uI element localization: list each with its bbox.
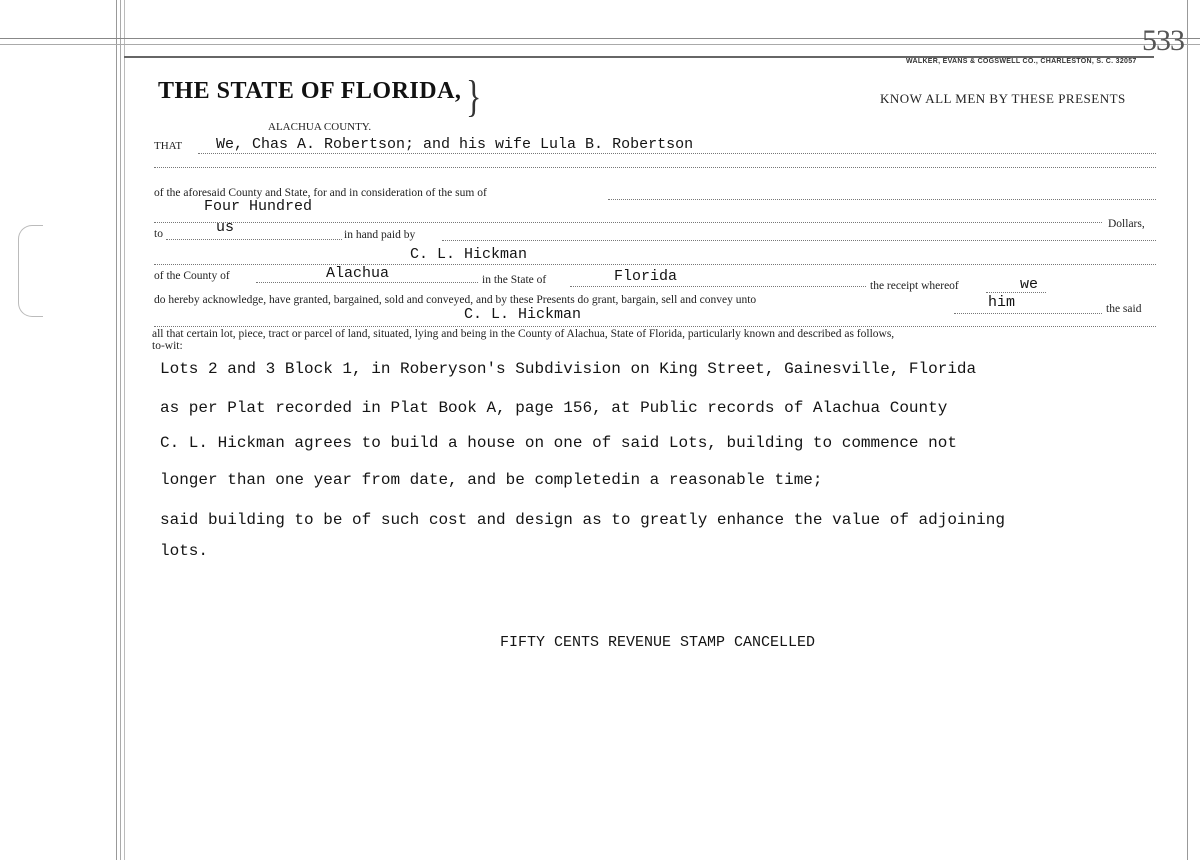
page-number: 533 xyxy=(1142,24,1184,57)
revenue-stamp-note: FIFTY CENTS REVENUE STAMP CANCELLED xyxy=(500,634,816,651)
know-all-men-heading: KNOW ALL MEN BY THESE PRESENTS xyxy=(880,91,1126,106)
description-line-3: C. L. Hickman agrees to build a house on one of said Lots, building to commence not xyxy=(160,434,957,452)
right-margin-line xyxy=(1187,0,1188,860)
left-margin-line-3 xyxy=(124,0,125,860)
land-description-text: all that certain lot, piece, tract or parcel of land, situated, lying and being in the County of Alachua, State of Florida, particularly known and described as follows, xyxy=(152,328,895,340)
consideration-text: of the aforesaid County and State, for and in consideration of the sum of xyxy=(154,187,487,199)
top-rule-2 xyxy=(0,44,1200,45)
in-hand-paid-label: in hand paid by xyxy=(344,229,416,241)
top-rule-1 xyxy=(0,38,1200,39)
dollars-label: Dollars, xyxy=(1108,218,1145,230)
that-label: THAT xyxy=(154,140,183,152)
description-line-2: as per Plat recorded in Plat Book A, page 156, at Public records of Alachua County xyxy=(160,399,948,417)
county-rule xyxy=(256,282,478,283)
county-value: Alachua xyxy=(326,265,390,282)
blank-rule-1 xyxy=(154,167,1156,168)
of-county-label: of the County of xyxy=(154,270,230,282)
description-line-4: longer than one year from date, and be completedin a reasonable time; xyxy=(160,471,823,489)
payer-name: C. L. Hickman xyxy=(410,246,528,263)
description-line-6: lots. xyxy=(160,542,209,560)
the-said-label: the said xyxy=(1106,303,1142,315)
amount-rule xyxy=(154,222,1102,223)
grantee-rule xyxy=(154,326,1156,327)
acknowledge-text: do hereby acknowledge, have granted, bargained, sold and conveyed, and by these Presents do grant, bargain, sell and convey unto xyxy=(154,294,757,306)
description-line-1: Lots 2 and 3 Block 1, in Roberyson's Subdivision on King Street, Gainesville, Florida xyxy=(160,360,977,378)
state-rule xyxy=(570,286,866,287)
to-value: us xyxy=(216,219,235,236)
printer-imprint: WALKER, EVANS & COGSWELL CO., CHARLESTON, S. C. 32057 xyxy=(906,58,1137,65)
in-state-label: in the State of xyxy=(482,274,547,286)
county-heading: ALACHUA COUNTY. xyxy=(268,121,372,133)
receipt-value: we xyxy=(1020,276,1039,293)
description-line-5: said building to be of such cost and design as to greatly enhance the value of adjoining xyxy=(160,511,1005,529)
grantee-name: C. L. Hickman xyxy=(464,306,582,323)
to-rule xyxy=(166,239,342,240)
grantor-rule xyxy=(198,153,1156,154)
left-margin-line-2 xyxy=(120,0,121,860)
grantor-names: We, Chas A. Robertson; and his wife Lula B. Robertson xyxy=(216,136,694,153)
payer-rule xyxy=(154,264,1156,265)
left-margin-line-1 xyxy=(116,0,117,860)
punch-hole-mark xyxy=(18,225,43,317)
convey-to-value: him xyxy=(988,294,1016,311)
title-brace: } xyxy=(466,70,482,121)
to-label: to xyxy=(154,228,163,240)
consideration-rule xyxy=(608,199,1156,200)
amount-value: Four Hundred xyxy=(204,198,313,215)
paid-by-rule xyxy=(442,240,1156,241)
state-value: Florida xyxy=(614,268,678,285)
to-wit-label: to-wit: xyxy=(152,340,183,352)
document-title: THE STATE OF FLORIDA, xyxy=(158,78,462,104)
convey-rule xyxy=(954,313,1102,314)
receipt-label: the receipt whereof xyxy=(870,280,959,292)
